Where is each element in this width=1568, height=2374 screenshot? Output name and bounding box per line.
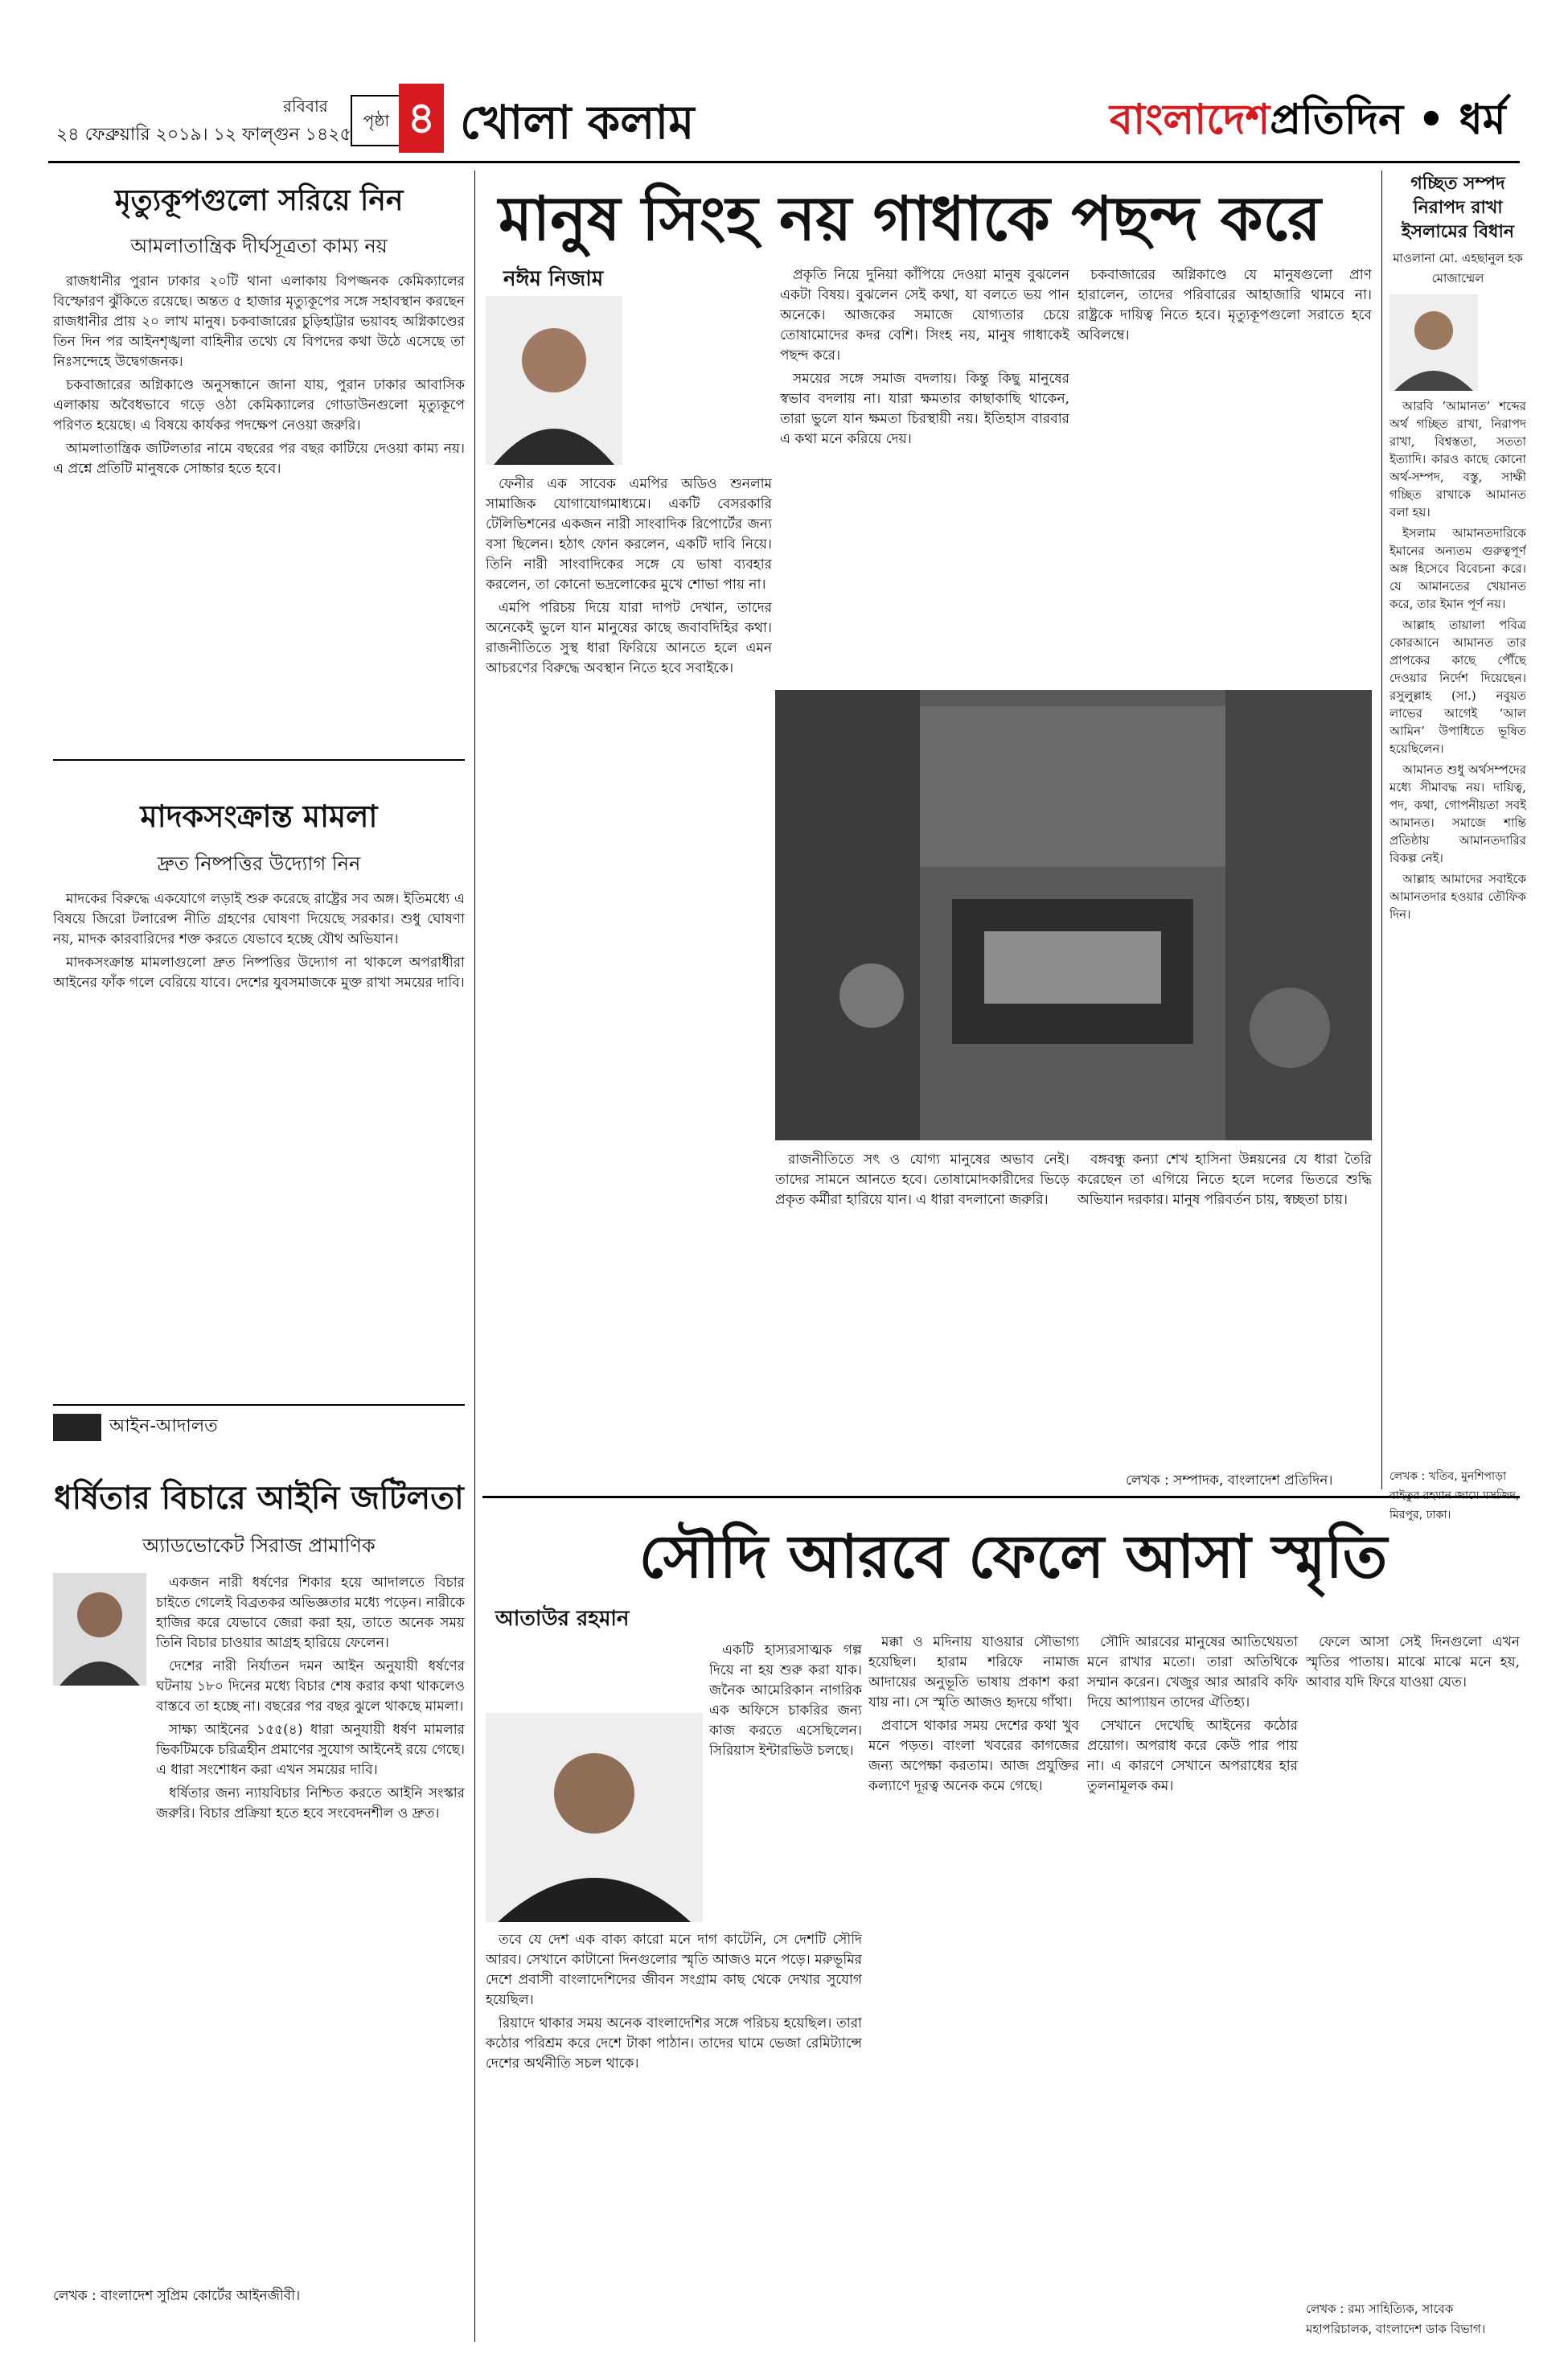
paragraph: মক্কা ও মদিনায় যাওয়ার সৌভাগ্য হয়েছিল। হারাম শরিফে নামাজ আদায়ের অনুভূতি ভাষায় প্রকাশ করা যায় না। সে স্মৃতি আজও হৃদয়ে গাঁথা। [868,1634,1079,1711]
paragraph: রিয়াদে থাকার সময় অনেক বাংলাদেশির সঙ্গে পরিচয় হয়েছিল। তারা কঠোর পরিশ্রম করে দেশে টাকা পাঠান। তাদের ঘামে ভেজা রেমিট্যান্সে দেশের অর্থনীতি সচল থাকে। [486,2015,862,2072]
main2-body-col3 [1087,1633,1298,2340]
story-author: অ্যাডভোকেট সিরাজ প্রামাণিক [142,1534,376,1557]
paragraph: সৌদি আরবের মানুষের আতিথেয়তা মনে রাখার মতো। তারা অতিথিকে সম্মান করেন। খেজুর আর আরবি কফি দিয়ে আপ্যায়ন তাদের ঐতিহ্য। [1087,1634,1298,1711]
author-photo [486,1713,703,1922]
author-photo [1389,294,1478,391]
paragraph: রাজনীতিতে সৎ ও যোগ্য মানুষের অভাব নেই। তাদের সামনে আনতে হবে। তোষামোদকারীদের ভিড়ে প্রকৃত কর্মীরা হারিয়ে যান। এ ধারা বদলানো জরুরি। [775,1152,1069,1208]
paragraph: বঙ্গবন্ধু কন্যা শেখ হাসিনা উন্নয়নের যে ধারা তৈরি করেছেন তা এগিয়ে নিতে হলে দলের ভিতরে শুদ্ধি অভিযান দরকার। মানুষ পরিবর্তন চায়, স্বচ্ছতা চায়। [1077,1152,1372,1208]
brand-name-left: বাংলাদেশ [1110,96,1270,144]
paragraph: ফেলে আসা সেই দিনগুলো এখন স্মৃতির পাতায়। মাঝে মাঝে মনে হয়, আবার যদি ফিরে যাওয়া যেত। [1306,1634,1520,1690]
brand-dot: • [1418,96,1445,144]
paragraph: সময়ের সঙ্গে সমাজ বদলায়। কিন্তু কিছু মানুষের স্বভাব বদলায় না। যারা ক্ষমতার কাছাকাছি থাকেন, তারা ভুলে যান ক্ষমতা চিরস্থায়ী নয়। ইতিহাস বারবার এ কথা মনে করিয়ে দেয়। [780,371,1069,447]
main-byline: নঈম নিজাম [503,267,604,291]
paragraph: ধর্ষিতার জন্য ন্যায়বিচার নিশ্চিত করতে আইনি সংস্কার জরুরি। বিচার প্রক্রিয়া হতে হবে সংবেদনশীল ও দ্রুত। [156,1785,465,1822]
column-divider [474,170,475,2342]
issue-day: রবিবার [283,97,328,116]
story-body [53,889,465,1388]
author-note: লেখক : সম্পাদক, বাংলাদেশ প্রতিদিন। [1126,1472,1333,1489]
main-body-col5 [1077,1150,1372,1472]
page-number: ৪ [399,84,444,153]
column-divider [1381,170,1382,1489]
paragraph: মাদকের বিরুদ্ধে একযোগে লড়াই শুরু করেছে রাষ্ট্রের সব অঙ্গ। ইতিমধ্যে এ বিষয়ে জিরো টলারেন্স নীতি গ্রহণের ঘোষণা দিয়েছে সরকার। শুধু ঘোষণা নয়, মাদক কারবারিদের শক্ত করতে যেভাবে হচ্ছে যৌথ অভিযান। [53,891,465,947]
paragraph: একজন নারী ধর্ষণের শিকার হয়ে আদালতে বিচার চাইতে গেলেই বিব্রতকর অভিজ্ঞতার মধ্যে পড়েন। নারীকে হাজির করে যেভাবে জেরা করা হয়, তাতে অনেক সময় তিনি বিচার চাওয়ার আগ্রহ হারিয়ে ফেলেন। [156,1575,465,1651]
paragraph: রাজধানীর পুরান ঢাকার ২০টি থানা এলাকায় বিপজ্জনক কেমিক্যালের বিস্ফোরণ ঝুঁকিতে রয়েছে। অন্তত ৫ হাজার মৃত্যুকূপের সঙ্গে সহাবস্থান করছেন রাজধানীর প্রায় ২০ লাখ মানুষ। চকবাজারের চুড়িহাট্টার ভয়াবহ অগ্নিকাণ্ডের তিন দিন পর আইনশৃঙ্খলা বাহিনীর তথ্যে যে বিপদের কথা উঠে এসেছে তা নিঃসন্দেহে উদ্বেগজনক। [53,273,465,370]
section-tag: ধর্ম [1459,96,1506,144]
author-photo [53,1573,146,1686]
paragraph: প্রবাসে থাকার সময় দেশের কথা খুব মনে পড়ত। বাংলা খবরের কাগজের জন্য অপেক্ষা করতাম। আজ প্রযুক্তির কল্যাণে দূরত্ব অনেক কমে গেছে। [868,1718,1079,1794]
author-note: লেখক : বাংলাদেশ সুপ্রিম কোর্টের আইনজীবী। [53,2288,301,2304]
paragraph: সেখানে দেখেছি আইনের কঠোর প্রয়োগ। অপরাধ করে কেউ পার পায় না। এ কারণে সেখানে অপরাধের হার তুলনামূলক কম। [1087,1718,1298,1794]
main-body-col2 [780,265,1069,684]
paragraph: এমপি পরিচয় দিয়ে যারা দাপট দেখান, তাদের অনেকেই ভুলে যান মানুষের কাছে জবাবদিহির কথা। রাজনীতিতে সুস্থ ধারা ফিরিয়ে আনতে হলে এমন আচরণের বিরুদ্ধে অবস্থান নিতে হবে সবাইকে। [486,600,772,676]
paragraph: ইসলাম আমানতদারিকে ইমানের অন্যতম গুরুত্বপূর্ণ অঙ্গ হিসেবে বিবেচনা করে। যে আমানতের খেয়ানত করে, তার ইমান পূর্ণ নয়। [1389,526,1526,611]
issue-date: ২৪ ফেব্রুয়ারি ২০১৯। ১২ ফাল্গুন ১৪২৫ [56,125,351,145]
author-note: লেখক : রম্য সাহিত্যিক, সাবেক মহাপরিচালক, বাংলাদেশ ডাক বিভাগ। [1306,2302,1486,2336]
story-body [53,272,465,754]
story-subtitle: দ্রুত নিষ্পত্তির উদ্যোগ নিন [157,852,361,875]
main-byline: আতাউর রহমান [495,1607,630,1631]
section-title: খোলা কলাম [460,95,695,150]
paragraph: চকবাজারের অগ্নিকাণ্ডে অনুসন্ধানে জানা যায়, পুরান ঢাকার আবাসিক এলাকায় অবৈধভাবে গড়ে ওঠা কেমিক্যালের গোডাউনগুলো মৃত্যুকূপে পরিণত হয়েছে। এ বিষয়ে কার্যকর পদক্ষেপ নেওয়া জরুরি। [53,377,465,433]
main2-body-col1b [486,1930,862,2332]
brand-name-right: প্রতিদিন [1270,96,1404,144]
story-author: মাওলানা মো. এহছানুল হক মোজাম্মেল [1393,251,1523,285]
story-body [156,1573,465,2281]
left-column [53,170,465,2342]
paragraph: আমলাতান্ত্রিক জটিলতার নামে বছরের পর বছর কাটিয়ে দেওয়া কাম্য নয়। এ প্রশ্নে প্রতিটি মানুষকে সোচ্চার হতে হবে। [53,441,465,477]
story-subtitle: আমলাতান্ত্রিক দীর্ঘসূত্রতা কাম্য নয় [130,235,388,257]
paragraph: তবে যে দেশ এক বাক্য কারো মনে দাগ কাটেনি, সে দেশটি সৌদি আরব। সেখানে কাটানো দিনগুলোর স্মৃতি আজও মনে পড়ে। মরুভূমির দেশে প্রবাসী বাংলাদেশিদের জীবন সংগ্রাম কাছ থেকে দেখার সুযোগ হয়েছিল। [486,1932,862,2008]
paragraph: আল্লাহ আমাদের সবাইকে আমানতদার হওয়ার তৌফিক দিন। [1389,872,1526,922]
paragraph: আল্লাহ তায়ালা পবিত্র কোরআনে আমানত তার প্রাপকের কাছে পৌঁছে দেওয়ার নির্দেশ দিয়েছেন। রসুলুল্লাহ (সা.) নবুয়ত লাভের আগেই ‘আল আমিন’ উপাধিতে ভূষিত হয়েছিলেন। [1389,618,1526,756]
story-title: গচ্ছিত সম্পদ নিরাপদ রাখা ইসলামের বিধান [1402,174,1514,242]
page-label: পৃষ্ঠা [351,95,402,146]
paragraph: সাক্ষ্য আইনের ১৫৫(৪) ধারা অনুযায়ী ধর্ষণ মামলার ভিকটিমকে চরিত্রহীন প্রমাণের সুযোগ আইনেই রয়ে গেছে। এ ধারা সংশোধন করা এখন সময়ের দাবি। [156,1722,465,1778]
paragraph: ফেনীর এক সাবেক এমপির অডিও শুনলাম সামাজিক যোগাযোগমাধ্যমে। একটি বেসরকারি টেলিভিশনের একজন নারী সাংবাদিক রিপোর্টের জন্য বসা ছিলেন। হঠাৎ ফোন করলেন, একটি দাবি নিয়ে। তিনি নারী সাংবাদিকের সঙ্গে যে ভাষা ব্যবহার করলেন, তা কোনো ভদ্রলোকের মুখে শোভা পায় না। [486,476,772,593]
paragraph: চকবাজারের অগ্নিকাণ্ডে যে মানুষগুলো প্রাণ হারালেন, তাদের পরিবারের আহাজারি থামবে না। রাষ্ট্রকে দায়িত্ব নিতে হবে। মৃত্যুকূপগুলো সরাতে হবে অবিলম্বে। [1077,267,1372,343]
divider [53,759,465,761]
paragraph: আমানত শুধু অর্থসম্পদের মধ্যে সীমাবদ্ধ নয়। দায়িত্ব, পদ, কথা, গোপনীয়তা সবই আমানত। সমাজে শান্তি প্রতিষ্ঠায় আমানতদারির বিকল্প নেই। [1389,762,1526,865]
law-icon [53,1414,101,1441]
masthead-brand [1110,87,1506,157]
author-photo [486,296,622,465]
main-body-col3 [1077,265,1372,684]
section-divider [482,1496,1520,1498]
paragraph: আরবি ‘আমানত’ শব্দের অর্থ গচ্ছিত রাখা, নিরাপদ রাখা, বিশ্বস্ততা, সততা ইত্যাদি। কারও কাছে কোনো অর্থ-সম্পদ, বস্তু, সাক্ষী গচ্ছিত রাখাকে আমানত বলা হয়। [1389,399,1526,520]
main2-body-col1 [709,1641,862,1930]
news-photo [775,690,1372,1140]
main2-body-col2 [868,1633,1079,2340]
law-tag-label: আইন-আদালত [109,1416,218,1436]
paragraph: প্রকৃতি নিয়ে দুনিয়া কাঁপিয়ে দেওয়া মানুষ বুঝলেন একটা বিষয়। বুঝলেন সেই কথা, যা বলতে ভয় পান অনেকে। আজকের সমাজে যোগ্যতার চেয়ে তোষামোদের কদর বেশি। সিংহ নয়, মানুষ গাধাকেই পছন্দ করে। [780,267,1069,363]
story-title: ধর্ষিতার বিচারে আইনি জটিলতা [54,1480,464,1517]
main-headline: সৌদি আরবে ফেলে আসা স্মৃতি [638,1522,1388,1592]
header-rule [48,161,1520,163]
paragraph: একটি হাস্যরসাত্মক গল্প দিয়ে না হয় শুরু করা যাক। জনৈক আমেরিকান নাগরিক এক অফিসে চাকরির জন্য কাজ করতে এসেছিলেন। সিরিয়াস ইন্টারভিউ চলছে। [709,1642,862,1759]
story-title: মৃত্যুকূপগুলো সরিয়ে নিন [114,184,404,217]
paragraph: মাদকসংক্রান্ত মামলাগুলো দ্রুত নিষ্পত্তির উদ্যোগ না থাকলে অপরাধীরা আইনের ফাঁক গলে বেরিয়ে যাবে। দেশের যুবসমাজকে মুক্ত রাখা সময়ের দাবি। [53,955,465,991]
paragraph: দেশের নারী নির্যাতন দমন আইন অনুযায়ী ধর্ষণের ঘটনায় ১৮০ দিনের মধ্যে বিচার শেষ করার কথা থাকলেও বাস্তবে তা হচ্ছে না। বছরের পর বছর ঝুলে থাকছে মামলা। [156,1658,465,1715]
main-headline: মানুষ সিংহ নয় গাধাকে পছন্দ করে [499,183,1321,254]
story-title: মাদকসংক্রান্ত মামলা [140,799,378,834]
law-tag [53,1404,465,1442]
main-body-col4 [775,1150,1069,1488]
story-body [1389,397,1526,1467]
main-body-col1 [486,474,772,1375]
author-note: লেখক : খতিব, মুনশিপাড়া মিরপুর, ঢাকা। [1389,1470,1507,1522]
right-column [1389,172,1526,1522]
main2-body-col4 [1306,1633,1520,2292]
